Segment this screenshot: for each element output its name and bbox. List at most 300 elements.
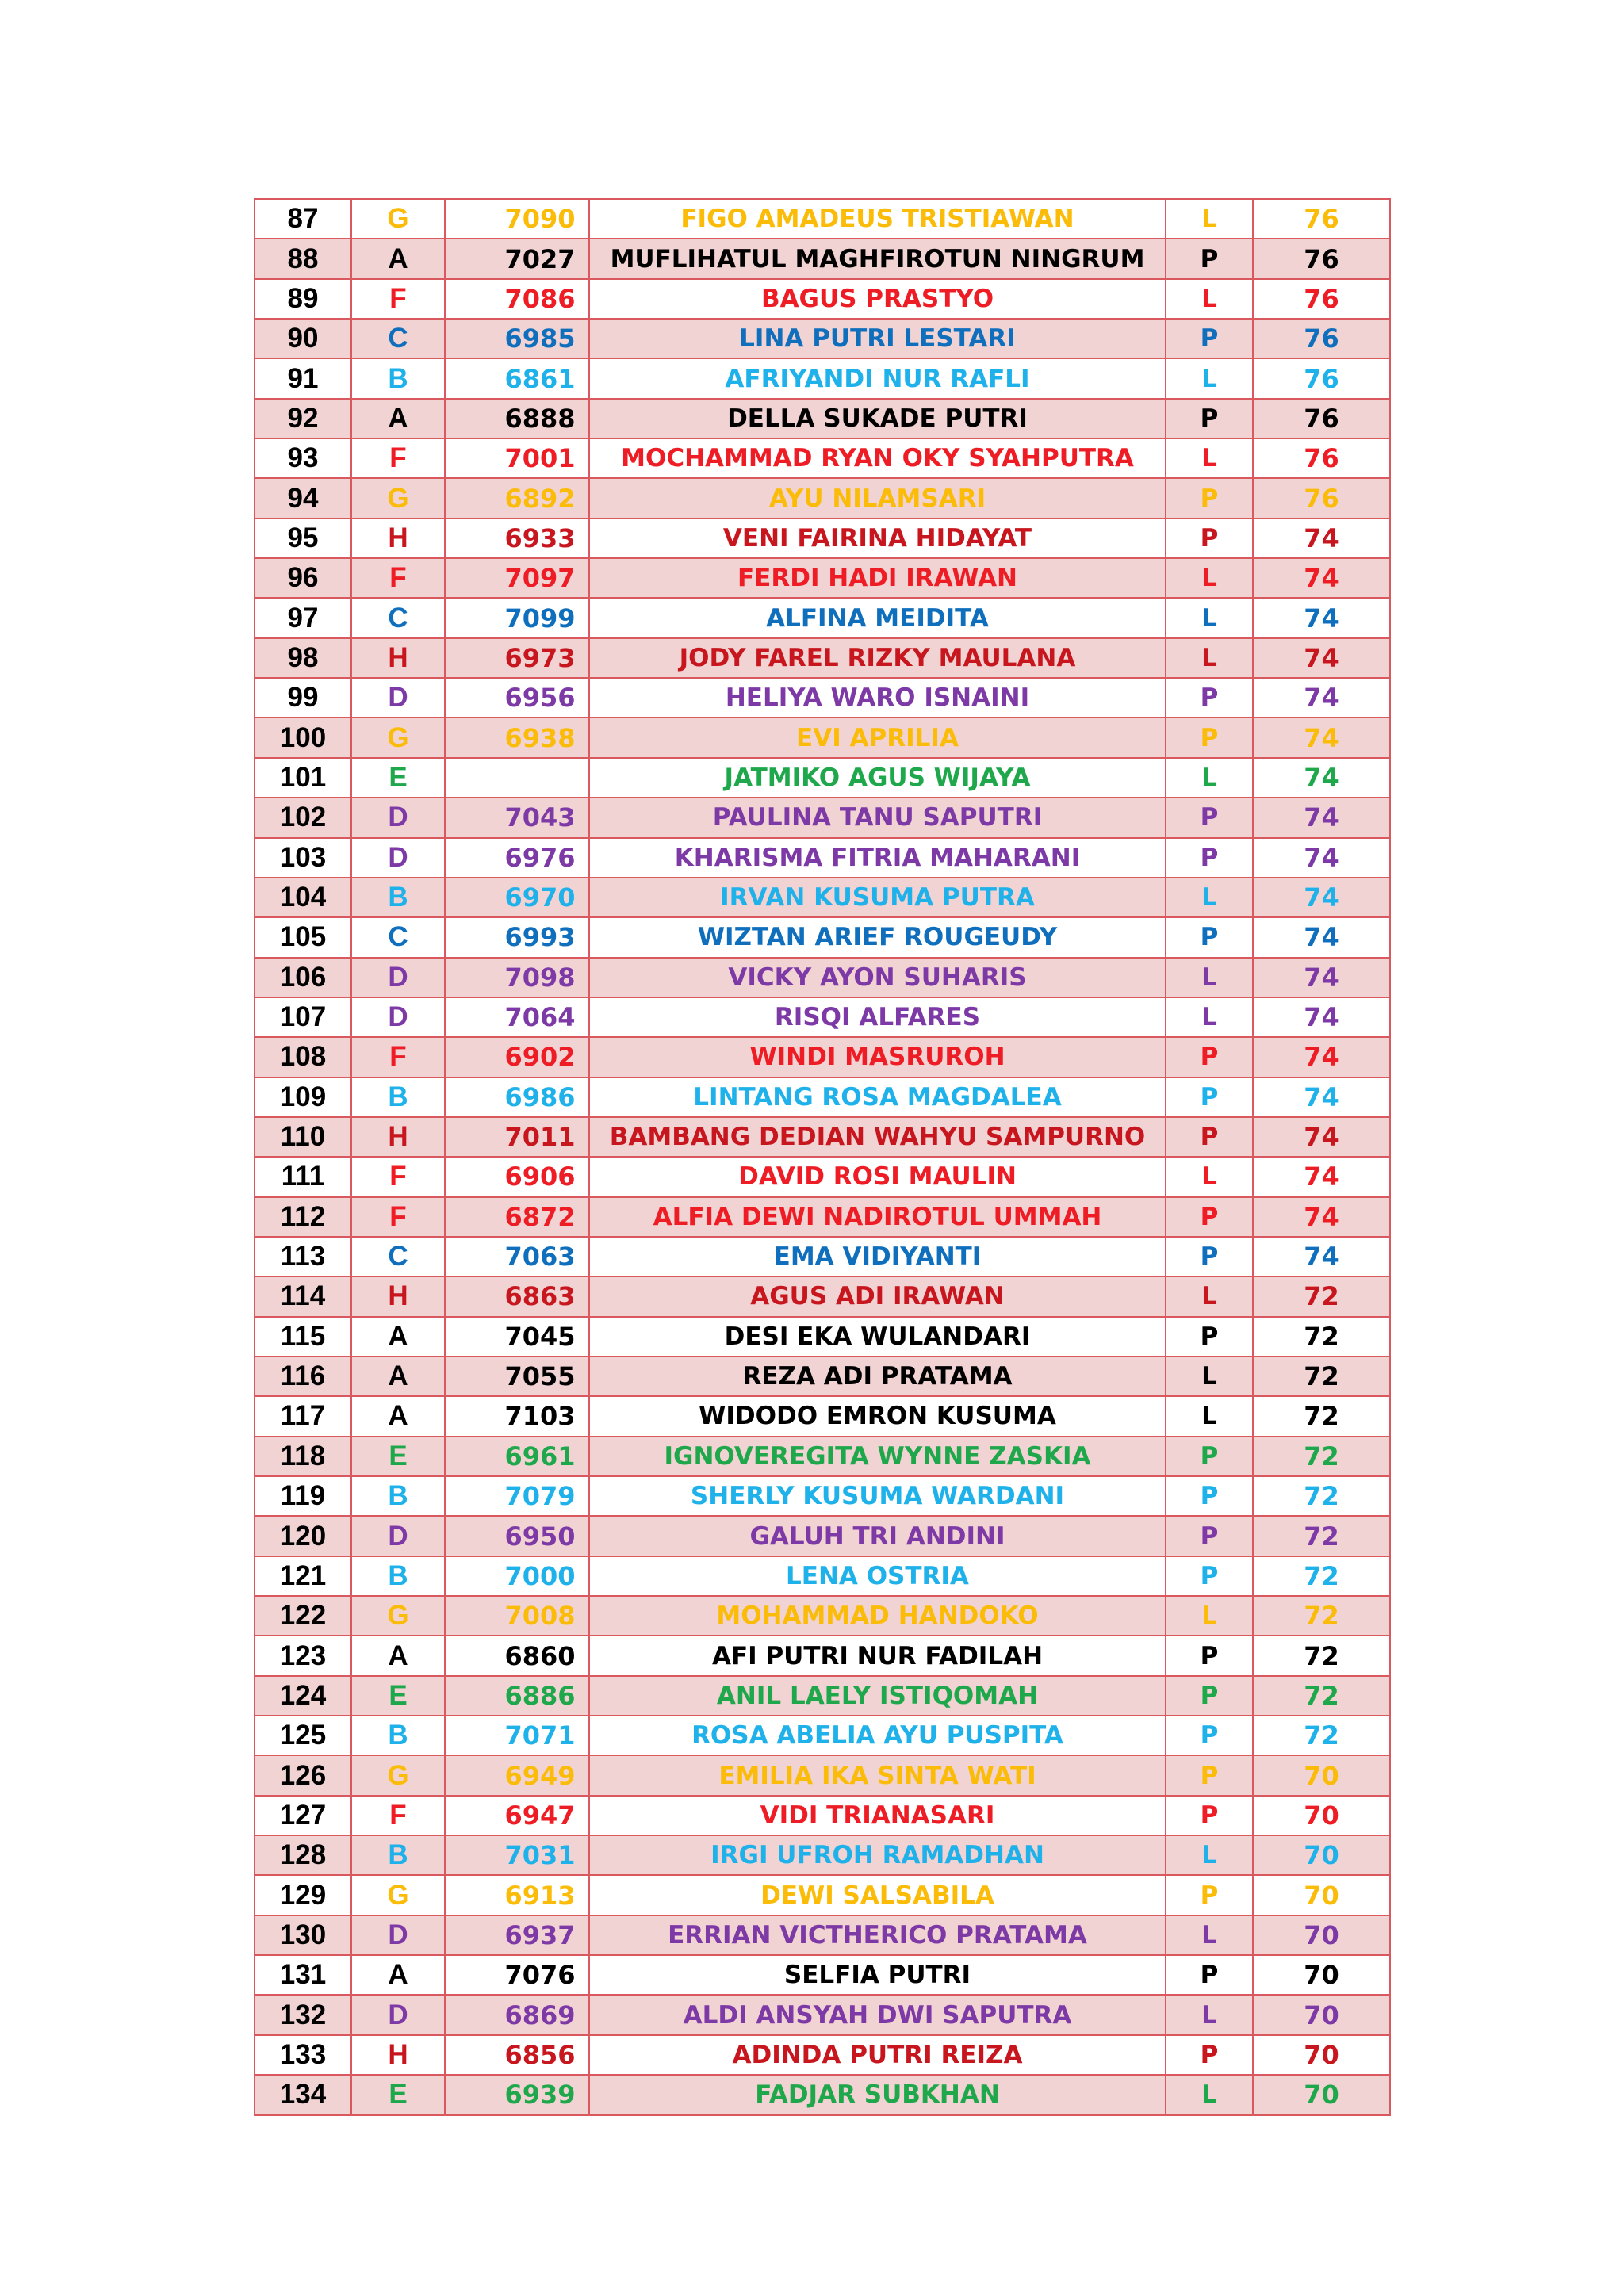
gender: L bbox=[1201, 962, 1217, 992]
group-letter: D bbox=[388, 682, 408, 714]
score-cell bbox=[1253, 438, 1390, 478]
group-letter: B bbox=[388, 882, 408, 913]
student-id-cell bbox=[445, 917, 589, 957]
row-number: 128 bbox=[279, 1839, 327, 1871]
row-number: 93 bbox=[287, 442, 319, 474]
score: 70 bbox=[1304, 2039, 1339, 2070]
group-letter: G bbox=[387, 1759, 409, 1791]
group-letter-cell bbox=[351, 1197, 445, 1237]
score-cell bbox=[1253, 1636, 1390, 1675]
group-letter-cell bbox=[351, 1396, 445, 1436]
group-letter-cell bbox=[351, 1077, 445, 1117]
gender: P bbox=[1200, 1322, 1219, 1351]
gender-cell bbox=[1166, 1596, 1253, 1636]
row-number-cell bbox=[255, 319, 351, 358]
gender-cell bbox=[1166, 1357, 1253, 1396]
score: 74 bbox=[1304, 522, 1339, 553]
student-id-cell bbox=[445, 1875, 589, 1915]
student-name-cell bbox=[589, 1037, 1166, 1077]
student-id-cell bbox=[445, 1237, 589, 1276]
score-cell bbox=[1253, 358, 1390, 398]
table-row bbox=[255, 1037, 1390, 1077]
row-number: 133 bbox=[279, 2038, 327, 2070]
group-letter: H bbox=[388, 2038, 408, 2070]
gender-cell bbox=[1166, 1317, 1253, 1357]
gender-cell bbox=[1166, 1716, 1253, 1755]
gender-cell bbox=[1166, 1676, 1253, 1716]
student-name: GALUH TRI ANDINI bbox=[749, 1521, 1005, 1551]
row-number: 102 bbox=[279, 802, 327, 833]
group-letter: G bbox=[387, 1600, 409, 1632]
student-name: FADJAR SUBKHAN bbox=[755, 2080, 1000, 2110]
score-cell bbox=[1253, 1556, 1390, 1596]
row-number-cell bbox=[255, 678, 351, 718]
student-id-cell bbox=[445, 1437, 589, 1476]
score: 70 bbox=[1304, 1800, 1339, 1831]
student-name: KHARISMA FITRIA MAHARANI bbox=[674, 843, 1081, 872]
group-letter: C bbox=[388, 921, 408, 953]
student-id-cell bbox=[445, 1556, 589, 1596]
student-id: 6985 bbox=[504, 323, 576, 354]
student-id: 7001 bbox=[504, 443, 576, 474]
table-row bbox=[255, 917, 1390, 957]
student-id-cell bbox=[445, 1676, 589, 1716]
score: 72 bbox=[1304, 1601, 1339, 1632]
gender: P bbox=[1200, 723, 1219, 752]
group-letter: D bbox=[388, 1999, 408, 2030]
row-number: 100 bbox=[279, 721, 327, 753]
group-letter: G bbox=[387, 721, 409, 753]
student-id: 6861 bbox=[504, 363, 576, 394]
score-cell bbox=[1253, 1716, 1390, 1755]
student-id-cell bbox=[445, 1716, 589, 1755]
gender: L bbox=[1201, 2000, 1217, 2030]
table-row bbox=[255, 958, 1390, 997]
row-number: 125 bbox=[279, 1720, 327, 1751]
student-id-cell bbox=[445, 1276, 589, 1316]
student-name: DELLA SUKADE PUTRI bbox=[727, 404, 1028, 433]
student-id: 6976 bbox=[504, 842, 576, 873]
student-name: IRGI UFROH RAMADHAN bbox=[710, 1841, 1044, 1870]
group-letter: B bbox=[388, 1081, 408, 1112]
score-cell bbox=[1253, 1835, 1390, 1875]
row-number-cell bbox=[255, 478, 351, 518]
score: 70 bbox=[1304, 1999, 1339, 2030]
group-letter: F bbox=[389, 282, 407, 314]
gender: P bbox=[1200, 843, 1219, 872]
group-letter: F bbox=[389, 1041, 407, 1073]
student-id-cell bbox=[445, 598, 589, 637]
gender: P bbox=[1200, 1043, 1219, 1072]
gender-cell bbox=[1166, 319, 1253, 358]
gender: P bbox=[1200, 1082, 1219, 1112]
student-id: 6970 bbox=[504, 882, 576, 913]
gender: P bbox=[1200, 683, 1219, 713]
student-name: AFI PUTRI NUR FADILAH bbox=[711, 1641, 1044, 1670]
group-letter-cell bbox=[351, 519, 445, 558]
gender: L bbox=[1201, 603, 1217, 633]
score-cell bbox=[1253, 638, 1390, 678]
row-number-cell bbox=[255, 1437, 351, 1476]
student-id: 6913 bbox=[504, 1880, 576, 1911]
row-number-cell bbox=[255, 1037, 351, 1077]
row-number: 105 bbox=[279, 921, 327, 953]
student-id: 6892 bbox=[504, 483, 576, 514]
row-number-cell bbox=[255, 399, 351, 438]
score: 72 bbox=[1304, 1521, 1339, 1552]
gender: L bbox=[1201, 1920, 1217, 1950]
gender: P bbox=[1200, 1242, 1219, 1272]
student-name: REZA ADI PRATAMA bbox=[742, 1362, 1013, 1391]
row-number-cell bbox=[255, 878, 351, 917]
student-name: SELFIA PUTRI bbox=[783, 1961, 971, 1990]
score: 72 bbox=[1304, 1640, 1339, 1671]
student-name-cell bbox=[589, 438, 1166, 478]
row-number: 103 bbox=[279, 841, 327, 873]
student-name-cell bbox=[589, 1995, 1166, 2034]
student-name-cell bbox=[589, 1676, 1166, 1716]
student-name-cell bbox=[589, 638, 1166, 678]
student-id-cell bbox=[445, 1915, 589, 1955]
gender: P bbox=[1200, 1123, 1219, 1152]
row-number-cell bbox=[255, 1157, 351, 1196]
table-row bbox=[255, 718, 1390, 757]
student-id-cell bbox=[445, 2035, 589, 2075]
group-letter: B bbox=[388, 1559, 408, 1591]
group-letter-cell bbox=[351, 1716, 445, 1755]
student-name: HELIYA WARO ISNAINI bbox=[725, 683, 1030, 713]
student-id-cell bbox=[445, 1396, 589, 1436]
score-cell bbox=[1253, 1875, 1390, 1915]
group-letter-cell bbox=[351, 638, 445, 678]
gender-cell bbox=[1166, 1237, 1253, 1276]
row-number-cell bbox=[255, 917, 351, 957]
student-id-cell bbox=[445, 1077, 589, 1117]
gender-cell bbox=[1166, 1117, 1253, 1157]
row-number: 118 bbox=[280, 1440, 326, 1471]
row-number-cell bbox=[255, 1476, 351, 1516]
table-row bbox=[255, 519, 1390, 558]
table-row bbox=[255, 319, 1390, 358]
score-cell bbox=[1253, 758, 1390, 798]
score: 76 bbox=[1304, 283, 1339, 314]
table-row bbox=[255, 1556, 1390, 1596]
score-cell bbox=[1253, 239, 1390, 278]
score: 74 bbox=[1304, 1161, 1339, 1192]
table-row bbox=[255, 279, 1390, 319]
group-letter: F bbox=[389, 442, 407, 474]
group-letter-cell bbox=[351, 678, 445, 718]
student-name: EMILIA IKA SINTA WATI bbox=[718, 1761, 1036, 1790]
score: 74 bbox=[1304, 802, 1339, 833]
student-id: 6939 bbox=[504, 2080, 576, 2110]
student-name: FIGO AMADEUS TRISTIAWAN bbox=[680, 205, 1074, 234]
group-letter-cell bbox=[351, 1835, 445, 1875]
student-id: 6933 bbox=[504, 522, 576, 553]
gender: L bbox=[1201, 763, 1217, 792]
group-letter-cell bbox=[351, 838, 445, 878]
group-letter-cell bbox=[351, 1556, 445, 1596]
group-letter: G bbox=[387, 1879, 409, 1911]
gender-cell bbox=[1166, 1396, 1253, 1436]
student-id-cell bbox=[445, 718, 589, 757]
row-number: 123 bbox=[279, 1640, 327, 1671]
gender: P bbox=[1200, 1482, 1219, 1511]
row-number: 115 bbox=[280, 1320, 326, 1352]
student-name-cell bbox=[589, 1357, 1166, 1396]
gender: P bbox=[1200, 404, 1219, 433]
student-id-cell bbox=[445, 438, 589, 478]
row-number-cell bbox=[255, 1875, 351, 1915]
score: 74 bbox=[1304, 642, 1339, 673]
student-id-cell bbox=[445, 358, 589, 398]
group-letter: H bbox=[388, 1121, 408, 1153]
gender: P bbox=[1200, 803, 1219, 832]
gender: P bbox=[1200, 1521, 1219, 1551]
row-number: 132 bbox=[279, 1999, 327, 2030]
gender: P bbox=[1200, 244, 1219, 274]
student-id-cell bbox=[445, 1317, 589, 1357]
table-row bbox=[255, 1437, 1390, 1476]
student-id: 6986 bbox=[504, 1081, 576, 1112]
gender-cell bbox=[1166, 1556, 1253, 1596]
student-id-cell bbox=[445, 279, 589, 319]
student-id: 7055 bbox=[504, 1361, 576, 1392]
group-letter: B bbox=[388, 1839, 408, 1871]
table-row bbox=[255, 1197, 1390, 1237]
group-letter-cell bbox=[351, 1276, 445, 1316]
student-name-cell bbox=[589, 1955, 1166, 1995]
student-name-cell bbox=[589, 1636, 1166, 1675]
student-id: 6860 bbox=[504, 1640, 576, 1671]
score-cell bbox=[1253, 558, 1390, 598]
gender: P bbox=[1200, 1561, 1219, 1590]
student-id: 6961 bbox=[504, 1441, 576, 1471]
row-number-cell bbox=[255, 1955, 351, 1995]
group-letter: H bbox=[388, 1280, 408, 1312]
table-row bbox=[255, 1955, 1390, 1995]
row-number-cell bbox=[255, 1676, 351, 1716]
group-letter: H bbox=[388, 641, 408, 673]
table-row bbox=[255, 1237, 1390, 1276]
student-name: EMA VIDIYANTI bbox=[773, 1242, 982, 1272]
group-letter-cell bbox=[351, 1117, 445, 1157]
group-letter: D bbox=[388, 1520, 408, 1552]
group-letter-cell bbox=[351, 758, 445, 798]
score-cell bbox=[1253, 1476, 1390, 1516]
row-number-cell bbox=[255, 1077, 351, 1117]
group-letter-cell bbox=[351, 438, 445, 478]
gender: P bbox=[1200, 1881, 1219, 1910]
score-cell bbox=[1253, 1117, 1390, 1157]
student-name-cell bbox=[589, 997, 1166, 1037]
student-id-cell bbox=[445, 319, 589, 358]
table-row bbox=[255, 478, 1390, 518]
gender-cell bbox=[1166, 1915, 1253, 1955]
gender-cell bbox=[1166, 598, 1253, 637]
score: 70 bbox=[1304, 2080, 1339, 2110]
gender-cell bbox=[1166, 1276, 1253, 1316]
row-number: 120 bbox=[279, 1520, 327, 1552]
score-cell bbox=[1253, 1676, 1390, 1716]
gender: P bbox=[1200, 1681, 1219, 1710]
table-row bbox=[255, 438, 1390, 478]
student-name: MOHAMMAD HANDOKO bbox=[716, 1601, 1039, 1631]
student-name: RISQI ALFARES bbox=[774, 1003, 981, 1032]
student-id: 7099 bbox=[504, 603, 576, 633]
group-letter: A bbox=[388, 1320, 408, 1352]
student-name-cell bbox=[589, 2035, 1166, 2075]
group-letter: G bbox=[387, 482, 409, 514]
table-row bbox=[255, 239, 1390, 278]
student-id: 6937 bbox=[504, 1919, 576, 1950]
score-cell bbox=[1253, 2075, 1390, 2114]
score-cell bbox=[1253, 2035, 1390, 2075]
student-name: PAULINA TANU SAPUTRI bbox=[712, 803, 1043, 832]
student-name: AFRIYANDI NUR RAFLI bbox=[725, 364, 1030, 393]
gender: L bbox=[1201, 1362, 1217, 1391]
score: 74 bbox=[1304, 1122, 1339, 1153]
score: 76 bbox=[1304, 204, 1339, 235]
student-id: 6902 bbox=[504, 1042, 576, 1073]
gender-cell bbox=[1166, 279, 1253, 319]
table-row bbox=[255, 558, 1390, 598]
row-number-cell bbox=[255, 1276, 351, 1316]
group-letter: H bbox=[388, 522, 408, 553]
row-number: 111 bbox=[281, 1161, 325, 1192]
student-name-cell bbox=[589, 199, 1166, 239]
row-number-cell bbox=[255, 718, 351, 757]
score-cell bbox=[1253, 1237, 1390, 1276]
row-number-cell bbox=[255, 199, 351, 239]
student-id: 6872 bbox=[504, 1201, 576, 1232]
group-letter-cell bbox=[351, 997, 445, 1037]
student-id-cell bbox=[445, 519, 589, 558]
gender-cell bbox=[1166, 2035, 1253, 2075]
student-name-cell bbox=[589, 878, 1166, 917]
student-name-cell bbox=[589, 1117, 1166, 1157]
student-name-cell bbox=[589, 758, 1166, 798]
group-letter: B bbox=[388, 1480, 408, 1512]
student-name: BAGUS PRASTYO bbox=[760, 284, 994, 313]
student-name-cell bbox=[589, 917, 1166, 957]
gender-cell bbox=[1166, 1437, 1253, 1476]
gender: P bbox=[1200, 1641, 1219, 1670]
gender-cell bbox=[1166, 1077, 1253, 1117]
score: 74 bbox=[1304, 603, 1339, 633]
gender: L bbox=[1201, 205, 1217, 234]
group-letter: A bbox=[388, 1959, 408, 1991]
row-number: 91 bbox=[287, 362, 319, 394]
group-letter-cell bbox=[351, 798, 445, 837]
row-number: 124 bbox=[279, 1679, 327, 1711]
student-id: 7031 bbox=[504, 1840, 576, 1871]
student-name-cell bbox=[589, 678, 1166, 718]
row-number: 114 bbox=[280, 1280, 326, 1312]
score: 76 bbox=[1304, 443, 1339, 474]
student-id-cell bbox=[445, 1955, 589, 1995]
student-name-cell bbox=[589, 2075, 1166, 2114]
score-cell bbox=[1253, 1357, 1390, 1396]
table-row bbox=[255, 678, 1390, 718]
score-cell bbox=[1253, 199, 1390, 239]
student-name: EVI APRILIA bbox=[796, 723, 959, 752]
score: 76 bbox=[1304, 483, 1339, 514]
student-id-cell bbox=[445, 838, 589, 878]
student-id: 6956 bbox=[504, 683, 576, 714]
gender: L bbox=[1201, 284, 1217, 313]
group-letter-cell bbox=[351, 558, 445, 598]
gender-cell bbox=[1166, 678, 1253, 718]
gender: L bbox=[1201, 1841, 1217, 1870]
row-number: 88 bbox=[287, 243, 319, 274]
table-row bbox=[255, 1755, 1390, 1795]
group-letter: D bbox=[388, 961, 408, 993]
student-id: 6993 bbox=[504, 922, 576, 953]
gender: P bbox=[1200, 923, 1219, 952]
table-row bbox=[255, 838, 1390, 878]
gender-cell bbox=[1166, 958, 1253, 997]
student-name: DAVID ROSI MAULIN bbox=[738, 1162, 1017, 1192]
row-number-cell bbox=[255, 1117, 351, 1157]
row-number-cell bbox=[255, 1357, 351, 1396]
student-id-cell bbox=[445, 478, 589, 518]
row-number: 129 bbox=[279, 1879, 327, 1911]
group-letter-cell bbox=[351, 1676, 445, 1716]
student-name: ANIL LAELY ISTIQOMAH bbox=[716, 1681, 1039, 1710]
row-number: 130 bbox=[279, 1919, 327, 1950]
student-name: ERRIAN VICTHERICO PRATAMA bbox=[668, 1920, 1087, 1950]
score-cell bbox=[1253, 319, 1390, 358]
student-id-cell bbox=[445, 1197, 589, 1237]
row-number: 99 bbox=[287, 682, 319, 714]
score: 74 bbox=[1304, 1201, 1339, 1232]
row-number: 96 bbox=[287, 562, 319, 594]
row-number-cell bbox=[255, 1317, 351, 1357]
table-row bbox=[255, 1716, 1390, 1755]
student-name-cell bbox=[589, 598, 1166, 637]
table-row bbox=[255, 1636, 1390, 1675]
table-row bbox=[255, 1157, 1390, 1196]
table-row bbox=[255, 399, 1390, 438]
student-name-cell bbox=[589, 718, 1166, 757]
score-cell bbox=[1253, 1437, 1390, 1476]
student-id: 7045 bbox=[504, 1321, 576, 1352]
gender: P bbox=[1200, 1202, 1219, 1231]
student-id: 6949 bbox=[504, 1760, 576, 1791]
row-number-cell bbox=[255, 358, 351, 398]
group-letter-cell bbox=[351, 1476, 445, 1516]
group-letter-cell bbox=[351, 1317, 445, 1357]
gender-cell bbox=[1166, 519, 1253, 558]
group-letter-cell bbox=[351, 1955, 445, 1995]
student-name-cell bbox=[589, 1077, 1166, 1117]
student-id-cell bbox=[445, 1636, 589, 1675]
score: 70 bbox=[1304, 1760, 1339, 1791]
group-letter: A bbox=[388, 243, 408, 274]
student-name-cell bbox=[589, 478, 1166, 518]
score-cell bbox=[1253, 1796, 1390, 1835]
score-cell bbox=[1253, 1915, 1390, 1955]
table-row bbox=[255, 878, 1390, 917]
student-id-cell bbox=[445, 1157, 589, 1196]
score-cell bbox=[1253, 997, 1390, 1037]
score-cell bbox=[1253, 598, 1390, 637]
score: 74 bbox=[1304, 882, 1339, 913]
score: 70 bbox=[1304, 1960, 1339, 1991]
row-number: 134 bbox=[279, 2079, 327, 2110]
gender-cell bbox=[1166, 1875, 1253, 1915]
